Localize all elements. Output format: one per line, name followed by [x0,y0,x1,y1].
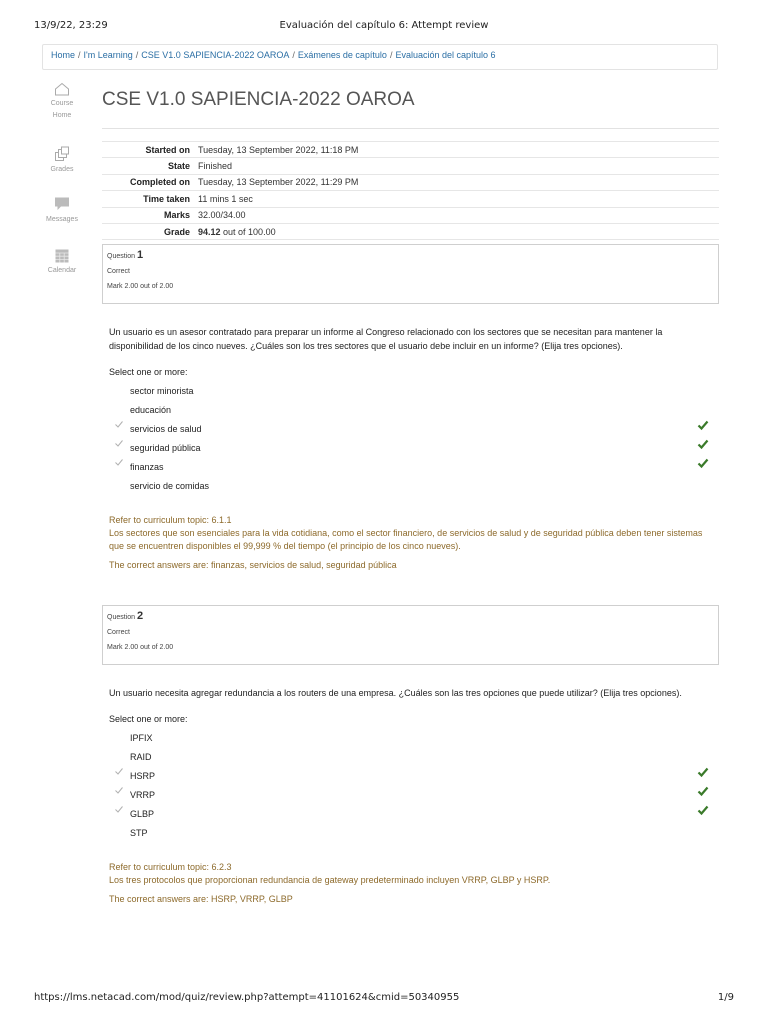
question-number [107,610,714,622]
sidebar-item-label: Home [52,112,72,119]
answer-option[interactable] [114,384,718,400]
correct-check-icon [697,766,709,778]
feedback-explanation: Los sectores que son esenciales para la vida cotidiana, como el sector financiero, de servicios de salud y de seguridad pública deben tener sistemas que se encuentren disponibles el 99,999 % del tiempo (el principio de los cinco nueves). [109,528,703,551]
answer-option-label: sector minorista [130,386,194,396]
sidebar-item-label: Messages [46,216,78,223]
selected-check-icon [114,785,124,795]
question-mark: Mark 2.00 out of 2.00 [107,283,174,290]
answer-option[interactable] [114,731,718,747]
summary-label: State [102,158,194,174]
correct-answers: The correct answers are: HSRP, VRRP, GLBP [109,894,293,904]
question-text: Un usuario necesita agregar redundancia a los routers de una empresa. ¿Cuáles son las tres opciones que puede utilizar? (Elija tres opciones). [109,688,682,698]
sidebar-item-course-home[interactable] [40,82,84,122]
selected-check-icon [114,804,124,814]
answer-option-label: servicios de salud [130,424,202,434]
answer-option-label: STP [130,828,148,838]
answer-option[interactable] [114,788,718,804]
summary-label: Grade [102,223,194,239]
answer-option[interactable] [114,441,718,457]
answer-option-label: educación [130,405,172,415]
print-page-number: 1/9 [717,992,734,1003]
grade-value: 94.12 [198,226,221,237]
summary-row [102,158,719,174]
sidebar-item-label: Grades [50,166,74,173]
print-datetime: 13/9/22, 23:29 [34,20,108,31]
answer-option-label: RAID [130,752,152,762]
print-url: https://lms.netacad.com/mod/quiz/review.php?attempt=41101624&cmid=50340955 [34,992,460,1003]
question-mark: Mark 2.00 out of 2.00 [107,644,174,651]
breadcrumb-separator: / [292,50,295,60]
sidebar-item-grades[interactable] [40,146,84,176]
summary-label: Marks [102,207,194,223]
answer-option-label: GLBP [130,809,155,819]
summary-value: Tuesday, 13 September 2022, 11:18 PM [194,142,719,158]
breadcrumb-chapter-exams[interactable]: Exámenes de capítulo [297,50,387,60]
attempt-summary-table [102,141,719,240]
summary-value: 11 mins 1 sec [194,191,719,207]
question-number-value: 1 [136,249,144,261]
correct-check-icon [697,457,709,469]
course-title: CSE V1.0 SAPIENCIA-2022 OAROA [102,89,415,110]
sidebar-item-messages[interactable] [40,196,84,226]
breadcrumb-im-learning[interactable]: I'm Learning [83,50,133,60]
summary-value [194,223,719,239]
grade-suffix: out of 100.00 [220,226,276,237]
answer-option-label: seguridad pública [130,443,201,453]
answer-option-label: VRRP [130,790,156,800]
answer-option-label: finanzas [130,462,164,472]
answer-option-label: HSRP [130,771,156,781]
answer-option[interactable] [114,460,718,476]
correct-check-icon [697,785,709,797]
summary-row [102,142,719,158]
calendar-icon [40,248,84,263]
feedback-topic: Refer to curriculum topic: 6.1.1 [109,515,232,525]
breadcrumb-separator: / [135,50,139,60]
answer-option-label: servicio de comidas [130,481,210,491]
sidebar-item-calendar[interactable] [40,248,84,277]
selected-check-icon [114,766,124,776]
summary-value: Tuesday, 13 September 2022, 11:29 PM [194,174,719,190]
print-header [34,20,734,34]
home-icon [40,82,84,96]
summary-row [102,223,719,239]
correct-check-icon [697,804,709,816]
feedback-explanation: Los tres protocolos que proporcionan redundancia de gateway predeterminado incluyen VRRP, GLBP y HSRP. [109,875,551,885]
answer-option[interactable] [114,422,718,438]
question-word: Question [107,614,136,621]
print-footer [34,992,734,1006]
question-info-box [102,605,719,665]
question-number-value: 2 [136,610,144,622]
divider [102,128,719,129]
answer-option[interactable] [114,807,718,823]
summary-label: Started on [102,142,194,158]
grades-icon [40,146,84,162]
answer-option-label: IPFIX [130,733,153,743]
answer-option[interactable] [114,769,718,785]
answer-option[interactable] [114,750,718,766]
selected-check-icon [114,438,124,448]
summary-label: Completed on [102,174,194,190]
print-title: Evaluación del capítulo 6: Attempt review [279,20,489,31]
breadcrumb-separator: / [78,50,81,60]
answer-option[interactable] [114,403,718,419]
answer-option[interactable] [114,826,718,842]
breadcrumb-separator: / [389,50,393,60]
question-text: Un usuario es un asesor contratado para preparar un informe al Congreso relacionado con los sectores que se necesitan para mantener la disponibilidad de los cinco nueves. ¿Cuáles son los tres sectores que el usuario debe incluir en un informe? (Elija tres opciones). [109,327,663,351]
sidebar-item-label: Calendar [47,267,77,274]
question-state: Correct [107,629,130,636]
question-info-box [102,244,719,304]
feedback-topic: Refer to curriculum topic: 6.2.3 [109,862,232,872]
summary-label: Time taken [102,191,194,207]
question-word: Question [107,253,136,260]
messages-icon [40,196,84,212]
question-state: Correct [107,268,130,275]
breadcrumb-course[interactable]: CSE V1.0 SAPIENCIA-2022 OAROA [141,50,290,60]
correct-answers: The correct answers are: finanzas, servicios de salud, seguridad pública [109,560,397,570]
selected-check-icon [114,419,124,429]
correct-check-icon [697,438,709,450]
summary-value: 32.00/34.00 [194,207,719,223]
selected-check-icon [114,457,124,467]
select-label: Select one or more: [109,714,188,724]
select-label: Select one or more: [109,367,188,377]
question-number [107,249,714,261]
summary-row [102,174,719,190]
summary-row [102,191,719,207]
breadcrumb [42,44,718,70]
sidebar-item-label: Course [50,100,74,107]
breadcrumb-chapter-6-exam[interactable]: Evaluación del capítulo 6 [395,50,496,60]
summary-value: Finished [194,158,719,174]
answer-option[interactable] [114,479,718,495]
breadcrumb-home[interactable]: Home [51,50,76,60]
correct-check-icon [697,419,709,431]
summary-row [102,207,719,223]
